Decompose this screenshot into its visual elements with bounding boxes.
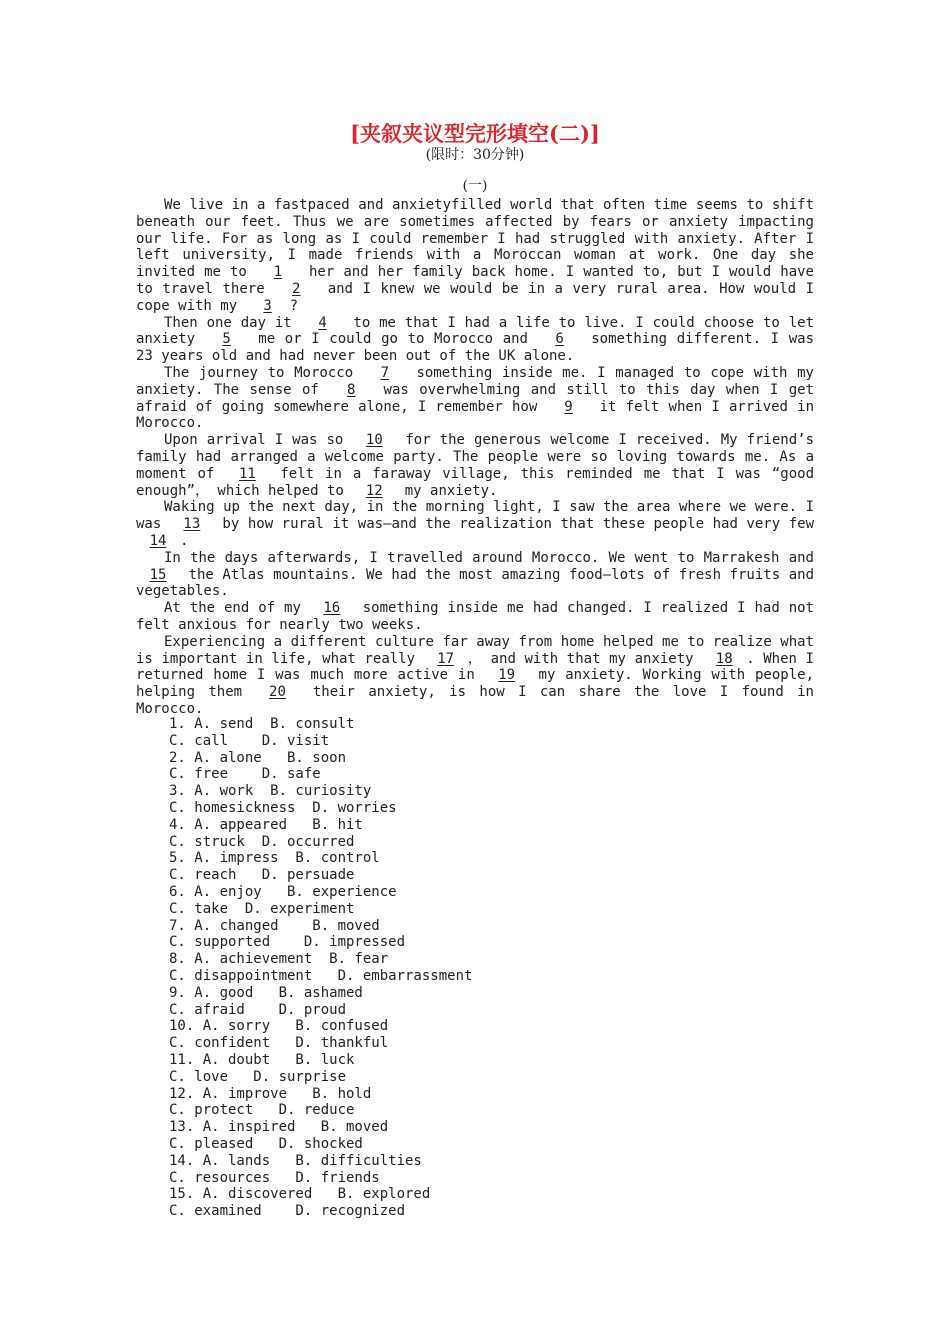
text: by how rural it was—and the realization that these people had very few: [213, 516, 814, 533]
option-line: C. reach D. persuade: [169, 867, 355, 884]
text: her and her family back home. I wanted to, but I would have to travel there: [136, 264, 814, 297]
blank-7: 7: [380, 364, 389, 381]
text: Waking up the next day, in the morning light, I saw the area where we were. I was: [136, 499, 814, 533]
option-line: 13. A. inspired B. moved: [169, 1119, 389, 1136]
time-limit: (限时：30分钟): [425, 147, 525, 163]
text: my anxiety. Working with people, helping them: [136, 667, 814, 701]
option-line: 6. A. enjoy B. experience: [169, 883, 397, 900]
option-line: 12. A. improve B. hold: [169, 1085, 372, 1102]
option-line: 5. A. impress B. control: [169, 850, 380, 867]
option-line: C. supported D. impressed: [169, 934, 406, 951]
text: something inside me had changed. I realized I had not felt anxious for nearly two weeks.: [136, 600, 814, 633]
text: At the end of my: [164, 600, 310, 617]
blank-13: 13: [183, 516, 201, 533]
option-line: C. resources D. friends: [169, 1169, 380, 1186]
blank-12: 12: [365, 482, 383, 499]
text: for the generous welcome I received. My friend’s family had arranged a welcome party. The people were so loving towards me. As a moment of: [136, 432, 814, 482]
paragraph-4: [136, 432, 814, 499]
text: something different. I was 23 years old and had never been out of the UK alone.: [136, 331, 814, 365]
option-line: 15. A. discovered B. explored: [169, 1186, 431, 1203]
text: Upon arrival I was so: [164, 432, 353, 449]
text: ?: [289, 297, 299, 314]
blank-1: 1: [273, 264, 283, 281]
option-line: C. homesickness D. worries: [169, 799, 397, 816]
blank-5: 5: [222, 331, 231, 348]
text: their anxiety, is how I can share the love I found in Morocco.: [136, 684, 814, 717]
blank-9: 9: [564, 398, 573, 415]
blank-2: 2: [291, 280, 301, 297]
text: In the days afterwards, I travelled around Morocco. We went to Marrakesh and: [164, 549, 814, 566]
cloze-passage: [136, 197, 814, 718]
text: something inside me. I managed to cope with my anxiety. The sense of: [136, 364, 814, 398]
page-title: [夹叙夹议型完形填空(二)]: [350, 121, 600, 146]
option-line: C. pleased D. shocked: [169, 1135, 363, 1152]
blank-17: 17: [437, 650, 455, 667]
text: to me that I had a life to live. I could choose to let anxiety: [136, 314, 814, 348]
blank-18: 18: [715, 650, 733, 667]
option-line: C. confident D. thankful: [169, 1035, 389, 1052]
paragraph-7: [136, 600, 814, 634]
paragraph-8: [136, 634, 814, 718]
option-line: 8. A. achievement B. fear: [169, 951, 389, 968]
text: . When I returned home I was much more active in: [136, 650, 814, 684]
text: my anxiety.: [396, 482, 498, 499]
text: Experiencing a different culture far away from home helped me to realize what is important in life, what really: [136, 633, 814, 667]
answer-options: [169, 716, 809, 1220]
option-line: C. disappointment D. embarrassment: [169, 967, 473, 984]
blank-3: 3: [263, 297, 272, 314]
paragraph-2: [136, 315, 814, 365]
blank-6: 6: [555, 331, 564, 348]
blank-11: 11: [238, 465, 256, 482]
text: it felt when I arrived in Morocco.: [136, 398, 814, 432]
option-line: 7. A. changed B. moved: [169, 917, 380, 934]
text: The journey to Morocco: [164, 364, 363, 381]
option-line: C. afraid D. proud: [169, 1001, 347, 1018]
paragraph-5: [136, 499, 814, 549]
text: .: [180, 532, 189, 549]
option-line: 11. A. doubt B. luck: [169, 1051, 355, 1068]
text: the Atlas mountains. We had the most amazing food—lots of fresh fruits and vegetables.: [136, 566, 814, 600]
option-line: 9. A. good B. ashamed: [169, 984, 363, 1001]
blank-4: 4: [318, 314, 327, 331]
blank-8: 8: [346, 381, 356, 398]
option-line: C. struck D. occurred: [169, 833, 355, 850]
paragraph-1: [136, 197, 814, 315]
option-line: C. protect D. reduce: [169, 1102, 355, 1119]
paragraph-3: [136, 365, 814, 432]
section-label: (一): [462, 178, 488, 194]
paragraph-6: [136, 550, 814, 600]
text: was overwhelming and still to this day when I get afraid of going somewhere alone, I remember how: [136, 381, 814, 415]
option-line: C. call D. visit: [169, 732, 330, 749]
blank-16: 16: [323, 600, 341, 617]
text: felt in a faraway village, this reminded me that I was “good enough”， which helped to: [136, 465, 814, 499]
text: Then one day it: [164, 314, 301, 331]
text: me or I could go to Morocco and: [248, 331, 538, 348]
text: ， and with that my anxiety: [467, 650, 703, 667]
option-line: C. free D. safe: [169, 766, 321, 783]
option-line: C. take D. experiment: [169, 900, 355, 917]
option-line: 14. A. lands B. difficulties: [169, 1152, 422, 1169]
option-line: 1. A. send B. consult: [169, 716, 355, 732]
blank-15: 15: [149, 566, 167, 583]
blank-10: 10: [365, 432, 383, 449]
text: We live in a fastpaced and anxietyfilled world that often time seems to shift beneath our feet. Thus we are sometimes affected by fears or anxiety impacting our life. For as long as I could remember I had struggled with anxiety. After I left university, I made friends with a Moroccan woman at work. One day she invited me to: [136, 197, 814, 281]
option-line: 4. A. appeared B. hit: [169, 816, 363, 833]
blank-20: 20: [269, 684, 286, 701]
blank-14: 14: [149, 532, 167, 549]
blank-19: 19: [498, 667, 516, 684]
option-line: 2. A. alone B. soon: [169, 749, 347, 766]
option-line: 3. A. work B. curiosity: [169, 783, 372, 800]
text: and I knew we would be in a very rural area. How would I cope with my: [136, 280, 815, 314]
option-line: C. love D. surprise: [169, 1068, 347, 1085]
option-line: C. examined D. recognized: [169, 1203, 406, 1220]
option-line: 10. A. sorry B. confused: [169, 1018, 389, 1035]
